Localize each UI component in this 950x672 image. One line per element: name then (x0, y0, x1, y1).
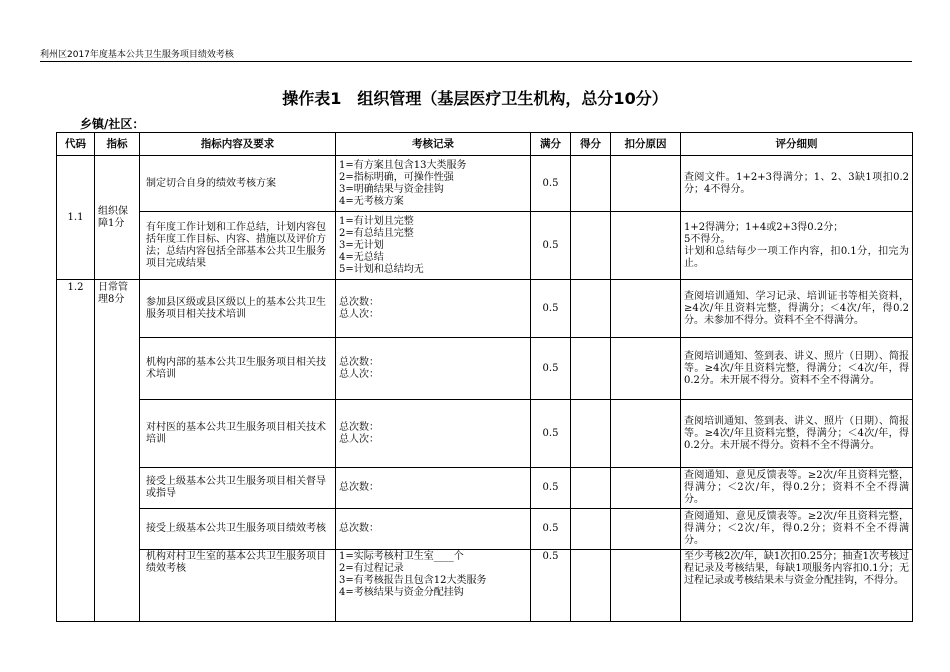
requirement-cell: 接受上级基本公共卫生服务项目相关督导或指导 (140, 468, 336, 509)
full-score-cell: 0.5 (531, 468, 571, 509)
deduction-reason-cell[interactable] (611, 338, 681, 400)
full-score-cell: 0.5 (531, 338, 571, 400)
group-indicator: 组织保障1分 (95, 156, 140, 280)
col-header-requirement: 指标内容及要求 (140, 133, 336, 156)
record-cell: 总次数： 总人次： (336, 400, 531, 468)
scoring-rule-cell: 查阅培训通知、签到表、讲义、照片（日期）、简报等。≥4次/年且资料完整，得满分；＜4次/年，得0.2分。未开展不得分。资料不全不得满分。 (681, 400, 913, 468)
col-header-indicator: 指标 (95, 133, 140, 156)
full-score-cell: 0.5 (531, 156, 571, 212)
deduction-reason-cell[interactable] (611, 400, 681, 468)
requirement-cell: 机构内部的基本公共卫生服务项目相关技术培训 (140, 338, 336, 400)
requirement-cell: 机构对村卫生室的基本公共卫生服务项目绩效考核 (140, 550, 336, 622)
table-row (57, 468, 913, 509)
col-header-scoring-rule: 评分细则 (681, 133, 913, 156)
deduction-reason-cell[interactable] (611, 509, 681, 550)
table-row (57, 400, 913, 468)
score-cell[interactable] (571, 212, 611, 280)
requirement-cell: 接受上级基本公共卫生服务项目绩效考核 (140, 509, 336, 550)
table-header-row (57, 133, 913, 156)
full-score-cell: 0.5 (531, 509, 571, 550)
record-cell: 总次数： (336, 468, 531, 509)
deduction-reason-cell[interactable] (611, 212, 681, 280)
score-cell[interactable] (571, 550, 611, 622)
score-cell[interactable] (571, 280, 611, 338)
col-header-score: 得分 (571, 133, 611, 156)
assessment-table (56, 132, 913, 622)
scoring-rule-cell: 查阅培训通知、学习记录、培训证书等相关资料，≥4次/年且资料完整，得满分；＜4次/年，得0.2分。未参加不得分。资料不全不得满分。 (681, 280, 913, 338)
col-header-deduction-reason: 扣分原因 (611, 133, 681, 156)
deduction-reason-cell[interactable] (611, 156, 681, 212)
scoring-rule-cell: 查阅培训通知、签到表、讲义、照片（日期）、简报等。≥4次/年且资料完整，得满分；＜4次/年，得0.2分。未开展不得分。资料不全不得满分。 (681, 338, 913, 400)
requirement-cell: 参加县区级或县区级以上的基本公共卫生服务项目相关技术培训 (140, 280, 336, 338)
deduction-reason-cell[interactable] (611, 550, 681, 622)
scoring-rule-cell: 查阅通知、意见反馈表等。≥2次/年且资料完整，得满分；＜2次/年，得0.2分；资料不全不得满分。 (681, 509, 913, 550)
group-indicator: 日常管理8分 (95, 280, 140, 622)
scoring-rule-cell: 至少考核2次/年，缺1次扣0.25分；抽查1次考核过程记录及考核结果，每缺1项服务内容扣0.1分；无过程记录或考核结果未与资金分配挂钩，不得分。 (681, 550, 913, 622)
deduction-reason-cell[interactable] (611, 280, 681, 338)
page-title: 操作表1 组织管理（基层医疗卫生机构，总分10分） (282, 89, 668, 108)
score-cell[interactable] (571, 156, 611, 212)
scoring-rule-cell: 查阅文件。1+2+3得满分；1、2、3缺1项扣0.2分；4不得分。 (681, 156, 913, 212)
full-score-cell: 0.5 (531, 212, 571, 280)
table-row (57, 338, 913, 400)
col-header-full-score: 满分 (531, 133, 571, 156)
requirement-cell: 有年度工作计划和工作总结，计划内容包括年度工作目标、内容、措施以及评价方法；总结内容包括全部基本公共卫生服务项目完成结果 (140, 212, 336, 280)
running-header: 利州区2017年度基本公共卫生服务项目绩效考核 (40, 50, 234, 60)
score-cell[interactable] (571, 338, 611, 400)
township-label: 乡镇/社区： (80, 117, 145, 131)
score-cell[interactable] (571, 509, 611, 550)
full-score-cell: 0.5 (531, 550, 571, 622)
record-cell: 总次数： (336, 509, 531, 550)
requirement-cell: 制定切合自身的绩效考核方案 (140, 156, 336, 212)
record-cell: 总次数： 总人次： (336, 280, 531, 338)
header-divider (40, 61, 912, 62)
scoring-rule-cell: 查阅通知、意见反馈表等。≥2次/年且资料完整，得满分；＜2次/年，得0.2分；资料不全不得满分。 (681, 468, 913, 509)
record-cell: 1=实际考核村卫生室____个 2=有过程记录 3=有考核报告且包含12大类服务 4=考核结果与资金分配挂钩 (336, 550, 531, 622)
col-header-code: 代码 (57, 133, 95, 156)
full-score-cell: 0.5 (531, 400, 571, 468)
scoring-rule-cell: 1+2得满分；1+4或2+3得0.2分； 5不得分。 计划和总结每少一项工作内容，扣0.1分，扣完为止。 (681, 212, 913, 280)
record-cell: 1=有方案且包含13大类服务 2=指标明确，可操作性强 3=明确结果与资金挂钩 4=无考核方案 (336, 156, 531, 212)
record-cell: 1=有计划且完整 2=有总结且完整 3=无计划 4=无总结 5=计划和总结均无 (336, 212, 531, 280)
col-header-record: 考核记录 (336, 133, 531, 156)
table-row (57, 550, 913, 622)
table-row (57, 212, 913, 280)
record-cell: 总次数： 总人次： (336, 338, 531, 400)
table-row (57, 156, 913, 212)
score-cell[interactable] (571, 400, 611, 468)
requirement-cell: 对村医的基本公共卫生服务项目相关技术培训 (140, 400, 336, 468)
table-row (57, 509, 913, 550)
group-code: 1.2 (57, 280, 95, 622)
deduction-reason-cell[interactable] (611, 468, 681, 509)
group-code: 1.1 (57, 156, 95, 280)
score-cell[interactable] (571, 468, 611, 509)
full-score-cell: 0.5 (531, 280, 571, 338)
table-row (57, 280, 913, 338)
